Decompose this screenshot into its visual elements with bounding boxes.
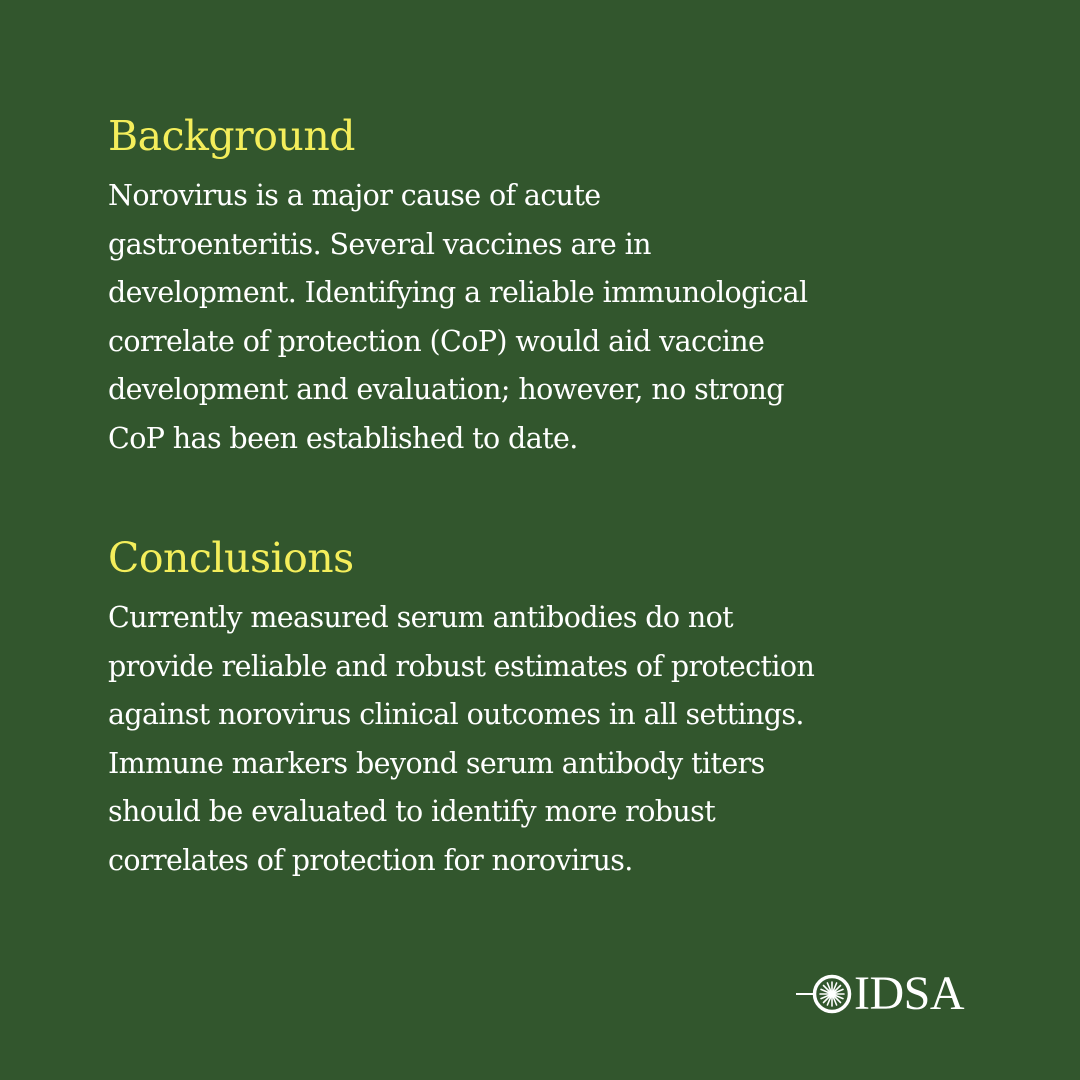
background-section <box>108 108 988 463</box>
idsa-logo <box>796 968 964 1020</box>
background-line: CoP has been established to date. <box>108 421 578 455</box>
conclusions-line: Currently measured serum antibodies do not <box>108 601 734 634</box>
background-line: development and evaluation; however, no strong <box>108 373 784 406</box>
background-line: Norovirus is a major cause of acute <box>108 179 601 212</box>
conclusions-line: provide reliable and robust estimates of protection <box>108 649 815 683</box>
conclusions-line: Immune markers beyond serum antibody titers <box>108 746 765 780</box>
background-line: development. Identifying a reliable immunological <box>108 276 808 309</box>
conclusions-line: correlates of protection for norovirus. <box>108 843 633 877</box>
conclusions-heading: Conclusions <box>108 534 354 582</box>
background-line: gastroenteritis. Several vaccines are in <box>108 227 651 261</box>
background-heading: Background <box>108 112 355 160</box>
conclusions-section <box>108 530 988 885</box>
star-burst-circle-icon <box>796 968 852 1020</box>
conclusions-line: should be evaluated to identify more robust <box>108 795 716 828</box>
background-line: correlate of protection (CoP) would aid vaccine <box>108 324 765 358</box>
conclusions-line: against norovirus clinical outcomes in all settings. <box>108 698 804 731</box>
background-text <box>108 172 988 463</box>
logo-text: IDSA <box>854 967 965 1020</box>
conclusions-text <box>108 594 988 885</box>
